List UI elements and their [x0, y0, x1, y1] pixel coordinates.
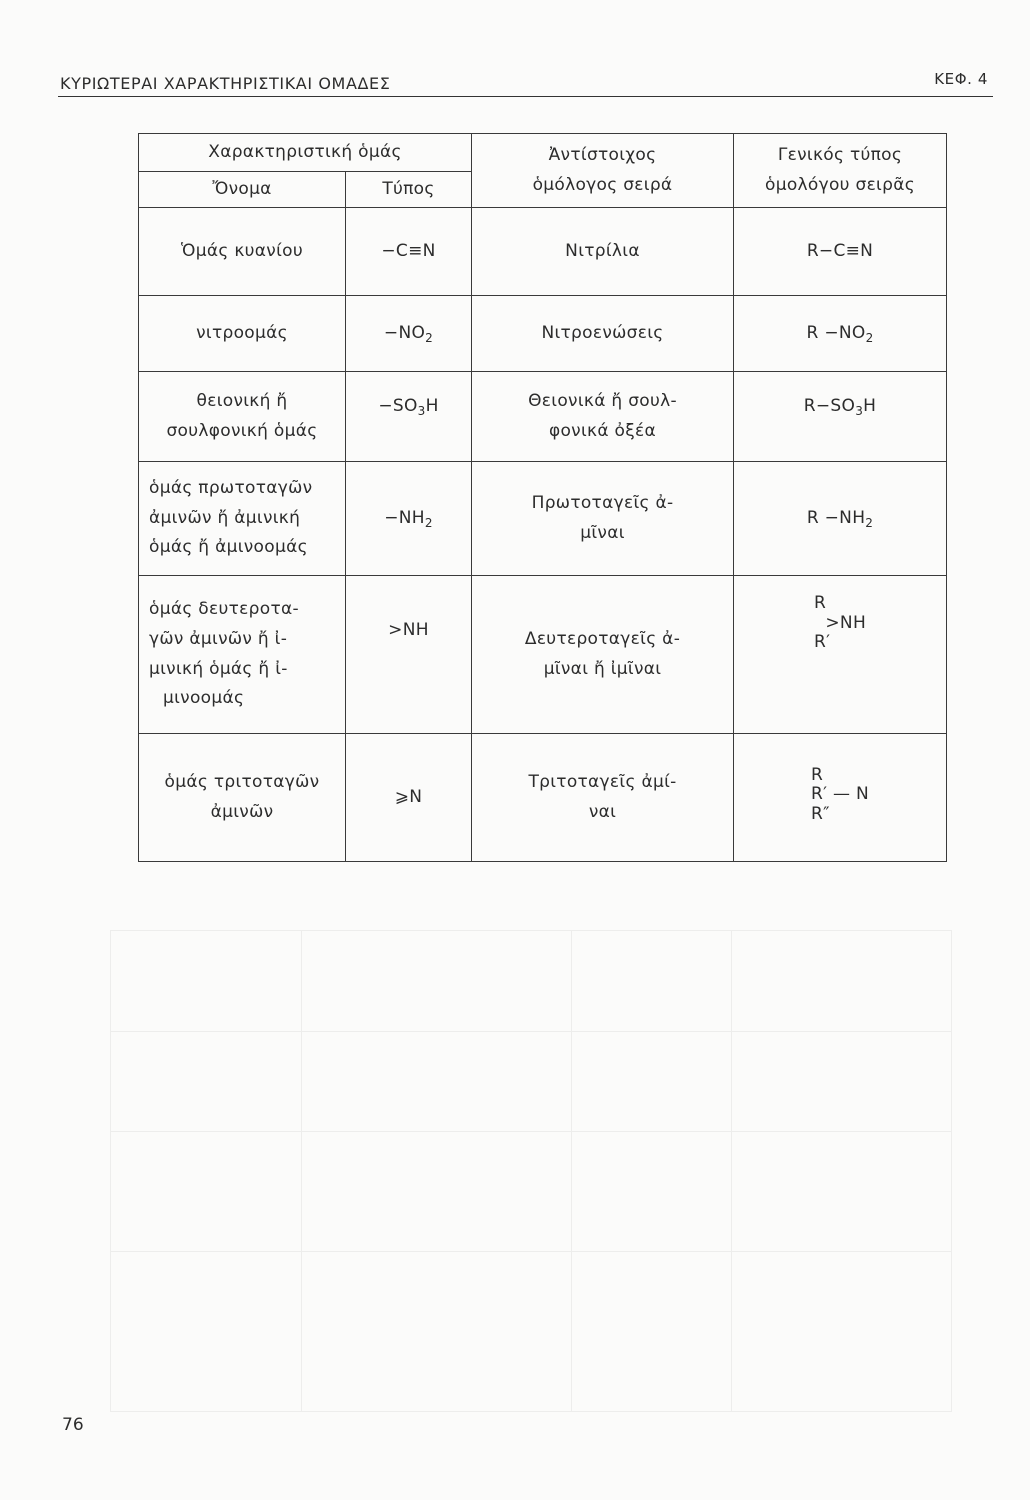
group-type-cell	[346, 372, 472, 462]
group-type: −C≡N	[381, 240, 436, 261]
structure-line: R	[811, 764, 824, 785]
header-series-line1: Ἀντίστοιχος	[548, 144, 657, 165]
secondary-amine-structure	[814, 594, 866, 653]
group-name-line: ὁμάς τριτοταγῶν	[164, 771, 320, 792]
structure-line: R′	[813, 632, 831, 653]
group-name-line: ὁμάς ἤ ἀμινοομάς	[149, 537, 308, 558]
formula-cell	[734, 576, 947, 734]
header-name: Ὄνομα	[139, 172, 346, 208]
page-number: 76	[62, 1415, 84, 1435]
header-series-line2: ὁμόλογος σειρά	[532, 174, 673, 195]
formula-cell	[734, 208, 947, 296]
group-type: >NH	[388, 620, 429, 640]
series-name-line: Θειονικά ἤ σουλ-	[528, 390, 677, 411]
formula-cell	[734, 734, 947, 862]
general-formula: R−SO	[803, 396, 856, 416]
general-formula: R −NO	[806, 322, 866, 343]
group-type: −NO	[383, 322, 426, 343]
table-row	[139, 462, 947, 576]
formula-subscript: 2	[865, 515, 874, 530]
group-name-cell	[139, 208, 346, 296]
group-type: ⩾N	[394, 786, 423, 807]
characteristic-groups-table	[138, 133, 947, 862]
group-name: νιτροομάς	[196, 322, 288, 343]
table-row	[139, 296, 947, 372]
group-name-cell	[139, 296, 346, 372]
structure-line: R	[813, 593, 827, 613]
header-homologous-series	[472, 134, 734, 208]
group-type: −SO	[378, 396, 418, 416]
running-header-title: ΚΥΡΙΩΤΕΡΑΙ ΧΑΡΑΚΤΗΡΙΣΤΙΚΑΙ ΟΜΑΔΕΣ	[60, 74, 391, 93]
header-divider	[58, 96, 993, 97]
group-name-cell	[139, 372, 346, 462]
series-name-line: Πρωτοταγεῖς ἀ-	[531, 492, 674, 513]
table-row	[139, 576, 947, 734]
group-name-cell	[139, 734, 346, 862]
series-name-line: μῖναι	[580, 522, 625, 543]
group-name-line: ὁμάς πρωτοταγῶν	[149, 477, 313, 498]
group-type-cell	[346, 296, 472, 372]
series-name: Νιτρίλια	[565, 240, 640, 261]
group-name-line: μινοομάς	[163, 688, 245, 709]
formula-tail: H	[863, 396, 877, 416]
series-name-line: Τριτοταγεῖς ἀμί-	[528, 771, 677, 792]
group-type-cell	[346, 462, 472, 576]
header-type: Τύπος	[346, 172, 472, 208]
group-name-cell	[139, 576, 346, 734]
group-type-tail: H	[425, 396, 439, 416]
series-name-line: φονικά ὀξέα	[548, 420, 657, 441]
group-type-cell	[346, 734, 472, 862]
series-name-line: μῖναι ἤ ἰμῖναι	[543, 658, 662, 679]
series-cell	[472, 372, 734, 462]
general-formula: R−C≡N	[806, 240, 874, 261]
structure-line: R′ — N	[811, 784, 870, 805]
series-name-line: ναι	[588, 801, 617, 822]
formula-cell	[734, 372, 947, 462]
header-formula-line2: ὁμολόγου σειρᾶς	[765, 174, 915, 195]
group-name-line: ὁμάς δευτεροτα-	[149, 599, 299, 619]
formula-cell	[734, 462, 947, 576]
table-row	[139, 372, 947, 462]
structure-line: >NH	[813, 612, 867, 633]
table-row	[139, 208, 947, 296]
group-name-line: μινική ὁμάς ἤ ἰ-	[149, 658, 288, 679]
table-row	[139, 734, 947, 862]
group-type-subscript: 3	[417, 404, 426, 418]
structure-line: R″	[811, 803, 830, 824]
general-formula: R −NH	[806, 507, 866, 528]
series-cell	[472, 208, 734, 296]
header-characteristic-group: Χαρακτηριστική ὁμάς	[139, 134, 472, 172]
group-name-line: ἀμινῶν ἤ ἀμινική	[149, 507, 301, 528]
group-type-cell	[346, 576, 472, 734]
group-name-cell	[139, 462, 346, 576]
bleed-through-shadow	[110, 930, 952, 1412]
group-type-cell	[346, 208, 472, 296]
series-cell	[472, 462, 734, 576]
series-cell	[472, 296, 734, 372]
series-name: Νιτροενώσεις	[541, 322, 664, 343]
group-name-line: γῶν ἀμινῶν ἤ ἰ-	[149, 628, 288, 649]
header-formula-line1: Γενικός τύπος	[777, 144, 903, 165]
series-cell	[472, 734, 734, 862]
group-type-subscript: 2	[425, 330, 434, 345]
formula-subscript: 3	[855, 404, 864, 418]
series-name-line: Δευτεροταγεῖς ἀ-	[524, 628, 681, 649]
group-type-subscript: 2	[424, 515, 433, 530]
group-type: −NH	[384, 507, 425, 528]
header-general-formula	[734, 134, 947, 208]
series-cell	[472, 576, 734, 734]
group-name-line: ἀμινῶν	[210, 801, 274, 822]
group-name-line: θειονική ἤ	[196, 390, 288, 411]
group-name-line: σουλφονική ὁμάς	[166, 420, 318, 441]
group-name: Ὁμάς κυανίου	[181, 240, 303, 261]
chapter-label: ΚΕΦ. 4	[934, 70, 988, 88]
formula-subscript: 2	[865, 330, 874, 345]
formula-cell	[734, 296, 947, 372]
tertiary-amine-structure	[811, 766, 869, 825]
